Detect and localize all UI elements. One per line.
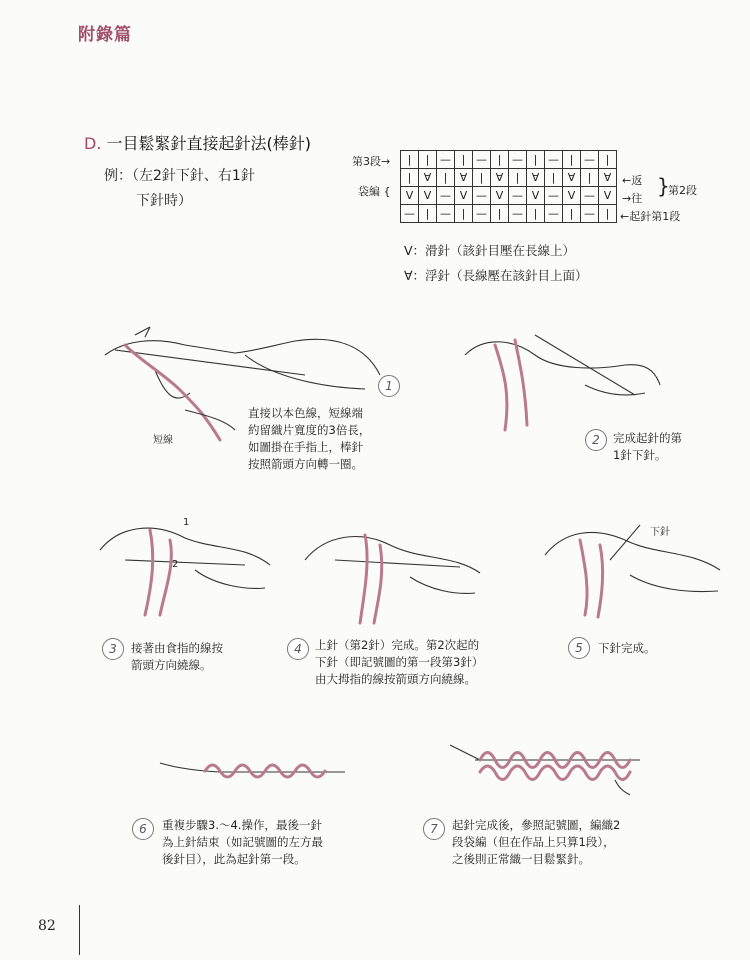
chart-cell: — [437, 205, 455, 223]
step3-line: 接著由食指的線按 [131, 641, 223, 655]
chart-cell: V [527, 187, 545, 205]
step5-number: 5 [568, 637, 590, 659]
step4-line: 由大拇指的線按箭頭方向繞線。 [315, 672, 476, 686]
step1-line: 如圖掛在手指上，棒針 [248, 440, 363, 454]
example-line-2: 下針時） [136, 193, 192, 209]
step1-number: 1 [378, 375, 400, 397]
chart-cell: — [509, 205, 527, 223]
chart-cell: ∀ [563, 169, 581, 187]
step4-caption [315, 637, 483, 688]
chart-brace: } [657, 174, 670, 198]
step5-caption [598, 640, 656, 657]
chart-cell: ∀ [455, 169, 473, 187]
chart-cell: | [599, 151, 617, 169]
step6-line: 後針目），此為起針第一段。 [162, 852, 306, 866]
step4-line: 下針（即記號圖的第一段第3針） [315, 655, 484, 669]
chart-row [401, 205, 617, 223]
chart-cell: | [563, 205, 581, 223]
step4-line: 上針（第2針）完成。第2次起的 [315, 638, 480, 652]
chart-cell: | [401, 151, 419, 169]
chart-row2-label: 第2段 [668, 184, 697, 197]
step7-line: 段袋編（但在作品上只算1段）， [452, 835, 615, 849]
step6-illustration [160, 755, 350, 785]
chart-cell: ∀ [491, 169, 509, 187]
chart-cell: — [545, 205, 563, 223]
chart-cell: | [419, 205, 437, 223]
chart-cell: | [563, 151, 581, 169]
chart-cell: ∀ [419, 169, 437, 187]
step1-line: 按照箭頭方向轉一圈。 [248, 457, 363, 471]
chart-cell: | [491, 205, 509, 223]
step7-line: 起針完成後，參照記號圖，編織2 [452, 818, 621, 832]
chart-cell: V [401, 187, 419, 205]
page-number: 82 [38, 918, 56, 934]
step2-number: 2 [585, 429, 607, 451]
chart-row3-label: 第3段→ [352, 155, 391, 168]
chart-cell: — [473, 187, 491, 205]
chart-cell: — [401, 205, 419, 223]
step1-line: 約留織片寬度的3倍長， [248, 423, 371, 437]
chart-cell: V [599, 187, 617, 205]
chart-cell: | [473, 169, 491, 187]
chart-cell: — [581, 205, 599, 223]
chart-cell: | [527, 151, 545, 169]
step5-line: 下針完成。 [598, 641, 656, 655]
section-header: 附錄篇 [78, 25, 132, 45]
step7-number: 7 [423, 818, 445, 840]
chart-return-label: ←返 [622, 174, 643, 187]
chart-cell: — [581, 187, 599, 205]
chart-cell: | [509, 169, 527, 187]
chart-go-label: →往 [622, 192, 643, 205]
chart-cell: | [581, 169, 599, 187]
chart-cell: — [545, 151, 563, 169]
chart-row [401, 187, 617, 205]
chart-cell: | [527, 205, 545, 223]
chart-cell: — [509, 187, 527, 205]
step1-caption [248, 405, 370, 473]
example-line-1: 例：（左2針下針、右1針 [104, 168, 255, 184]
section-label: D. [84, 134, 102, 153]
step3-mark-1: 1 [183, 517, 190, 528]
chart-cell: V [563, 187, 581, 205]
chart-cell: — [437, 187, 455, 205]
step3-line: 箭頭方向繞線。 [131, 658, 212, 672]
chart-cell: V [419, 187, 437, 205]
chart-cell: — [437, 151, 455, 169]
step4-number: 4 [287, 638, 309, 660]
chart-cell: | [437, 169, 455, 187]
step7-illustration [450, 740, 645, 795]
step2-illustration [455, 325, 665, 435]
chart-row [401, 169, 617, 187]
step5-illustration [540, 515, 725, 620]
chart-caston-label: ←起針第1段 [620, 210, 681, 223]
page-number-rule [79, 905, 80, 955]
chart-cell: — [473, 205, 491, 223]
legend-slip: V：滑針（該針目壓在長線上） [404, 243, 576, 258]
chart-cell: — [509, 151, 527, 169]
chart-cell: — [545, 187, 563, 205]
chart-bag-label: 袋編 { [358, 185, 391, 198]
short-yarn-label: 短線 [153, 435, 173, 446]
chart-cell: | [599, 205, 617, 223]
chart-cell: | [401, 169, 419, 187]
page-title [84, 131, 311, 154]
step6-caption [162, 817, 323, 868]
knit-needle-label: 下針 [650, 527, 670, 538]
step3-mark-2: 2 [172, 559, 179, 570]
chart-cell: V [491, 187, 509, 205]
chart-cell: — [581, 151, 599, 169]
step7-caption [452, 817, 620, 868]
chart-row [401, 151, 617, 169]
chart-cell: ∀ [527, 169, 545, 187]
stitch-chart [400, 150, 617, 223]
step6-line: 重複步驟3.～4.操作，最後一針 [162, 818, 322, 832]
step2-caption [613, 430, 682, 464]
step3-caption [131, 640, 223, 674]
step2-line: 完成起針的第 [613, 431, 682, 445]
step4-illustration [300, 515, 485, 625]
section-title-text: 一目鬆緊針直接起針法(棒針) [106, 134, 311, 153]
step1-line: 直接以本色線，短線端 [248, 406, 363, 420]
chart-cell: | [455, 151, 473, 169]
chart-cell: | [545, 169, 563, 187]
chart-cell: | [491, 151, 509, 169]
step3-number: 3 [102, 638, 124, 660]
chart-cell: — [473, 151, 491, 169]
step7-line: 之後則正常織一目鬆緊針。 [452, 852, 590, 866]
legend-float: ∀：浮針（長線壓在該針目上面） [404, 268, 588, 283]
chart-cell: V [455, 187, 473, 205]
step2-line: 1針下針。 [613, 448, 667, 462]
chart-cell: ∀ [599, 169, 617, 187]
chart-cell: | [419, 151, 437, 169]
chart-cell: | [455, 205, 473, 223]
step6-line: 為上針結束（如記號圖的左方最 [162, 835, 323, 849]
step6-number: 6 [132, 818, 154, 840]
